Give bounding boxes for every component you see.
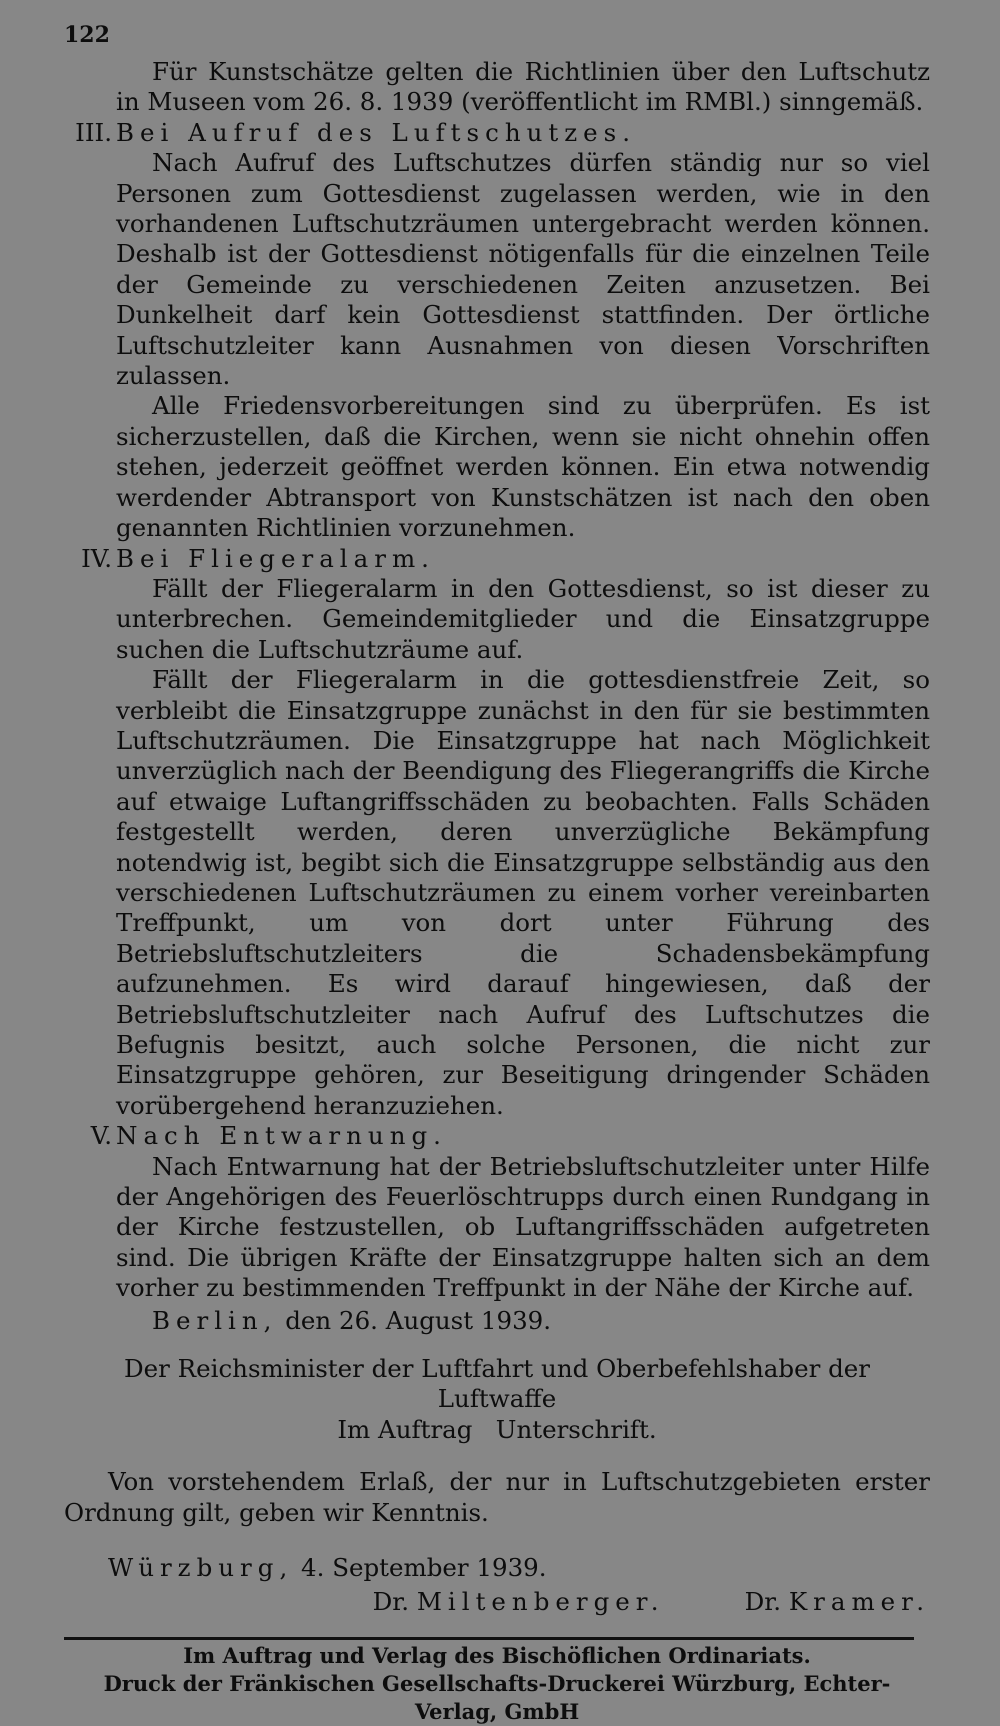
- signer-title: Dr.: [744, 1587, 782, 1616]
- signer-title: Dr.: [372, 1587, 410, 1616]
- imprint: [64, 1642, 930, 1726]
- section-v: [64, 1121, 930, 1303]
- section-body: [116, 574, 930, 1121]
- signature-line: Im Auftrag Unterschrift.: [337, 1414, 657, 1444]
- section-number: III.: [75, 117, 112, 147]
- imprint-line: Im Auftrag und Verlag des Bischöflichen Ordinariats.: [183, 1643, 811, 1669]
- paragraph: Fällt der Fliegeralarm in die gottesdienstfreie Zeit, so verbleibt die Einsatzgruppe zunächst in den für sie bestimmten Luftschutzräumen. Die Einsatzgruppe hat nach Möglichkeit unverzüglich nach der Beendigung des Fliegerangriffs die Kirche auf etwaige Luftangriffsschäden zu beobachten. Falls Schäden festgestellt werden, deren unverzügliche Bekämpfung notendwig ist, begibt sich die Einsatzgruppe selbständig aus den verschiedenen Luftschutzräumen zu einem vorher vereinbarten Treffpunkt, um von dort unter Führung des Betriebsluftschutzleiters die Schadensbekämpfung aufzunehmen. Es wird darauf hingewiesen, daß der Betriebsluftschutzleiter nach Aufruf des Luftschutzes die Befugnis besitzt, auch solche Personen, die nicht zur Einsatzgruppe gehören, zur Beseitigung dringender Schäden vorübergehend heranzuziehen.: [116, 665, 930, 1120]
- signers: [64, 1587, 930, 1617]
- section-number: IV.: [81, 543, 112, 573]
- footer-rule: [64, 1637, 914, 1640]
- signer-name: Kramer.: [788, 1587, 930, 1616]
- section-heading: [64, 544, 930, 574]
- paragraph: Nach Entwarnung hat der Betriebsluftschutzleiter unter Hilfe der Angehörigen des Feuerlöschtrupps durch einen Rundgang in der Kirche festzustellen, ob Luftangriffsschäden aufgetreten sind. Die übrigen Kräfte der Einsatzgruppe halten sich an dem vorher zu bestimmenden Treffpunkt in der Nähe der Kirche auf.: [116, 1151, 930, 1303]
- section-heading: [64, 118, 930, 148]
- section-title: Bei Fliegeralarm.: [116, 543, 435, 573]
- paragraph: Fällt der Fliegeralarm in den Gottesdienst, so ist dieser zu unterbrechen. Gemeindemitglieder und die Einsatzgruppe suchen die Luftschutzräume auf.: [116, 573, 930, 664]
- intro-block: [116, 57, 930, 118]
- dateline-date: 4. September 1939.: [301, 1552, 547, 1582]
- imprint-line: Druck der Fränkischen Gesellschafts-Druckerei Würzburg, Echter-Verlag, GmbH: [103, 1671, 891, 1725]
- paragraph: Nach Aufruf des Luftschutzes dürfen ständig nur so viel Personen zum Gottesdienst zugelassen werden, wie in den vorhandenen Luftschutzräumen untergebracht werden können. Deshalb ist der Gottesdienst nötigenfalls für die einzelnen Teile der Gemeinde zu verschiedenen Zeiten anzusetzen. Bei Dunkelheit darf kein Gottesdienst stattfinden. Der örtliche Luftschutzleiter kann Ausnahmen von diesen Vorschriften zulassen.: [116, 148, 930, 391]
- notice-paragraph: Von vorstehendem Erlaß, der nur in Luftschutzgebieten erster Ordnung gilt, geben wir Kenntnis.: [64, 1467, 930, 1527]
- section-body: [116, 148, 930, 543]
- page-number: 122: [64, 22, 110, 48]
- paragraph: Alle Friedensvorbereitungen sind zu überprüfen. Es ist sicherzustellen, daß die Kirchen, wenn sie nicht ohnehin offen stehen, jederzeit geöffnet werden können. Ein etwa notwendig werdender Abtransport von Kunstschätzen ist nach den oben genannten Richtlinien vorzunehmen.: [116, 391, 930, 543]
- signer: [745, 1587, 930, 1617]
- signature-line: Der Reichsminister der Luftfahrt und Oberbefehlshaber der Luftwaffe: [124, 1354, 870, 1414]
- section-iv: [64, 544, 930, 1122]
- signer-name: Miltenberger.: [416, 1587, 665, 1616]
- dateline-berlin: [152, 1306, 930, 1336]
- section-heading: [64, 1121, 930, 1151]
- dateline-place: Würzburg,: [108, 1552, 294, 1582]
- signer: [373, 1587, 665, 1617]
- section-iii: [64, 118, 930, 544]
- dateline-wuerzburg: [108, 1553, 930, 1583]
- dateline-place: Berlin,: [152, 1305, 278, 1335]
- section-body: [116, 1152, 930, 1304]
- ministry-signature: [64, 1354, 930, 1445]
- section-title: Nach Entwarnung.: [116, 1121, 447, 1151]
- section-title: Bei Aufruf des Luftschutzes.: [116, 117, 636, 147]
- dateline-date: den 26. August 1939.: [285, 1305, 552, 1335]
- section-number: V.: [90, 1121, 112, 1151]
- intro-paragraph: Für Kunstschätze gelten die Richtlinien über den Luftschutz in Museen vom 26. 8. 1939 (veröffentlicht im RMBl.) sinngemäß.: [116, 57, 930, 117]
